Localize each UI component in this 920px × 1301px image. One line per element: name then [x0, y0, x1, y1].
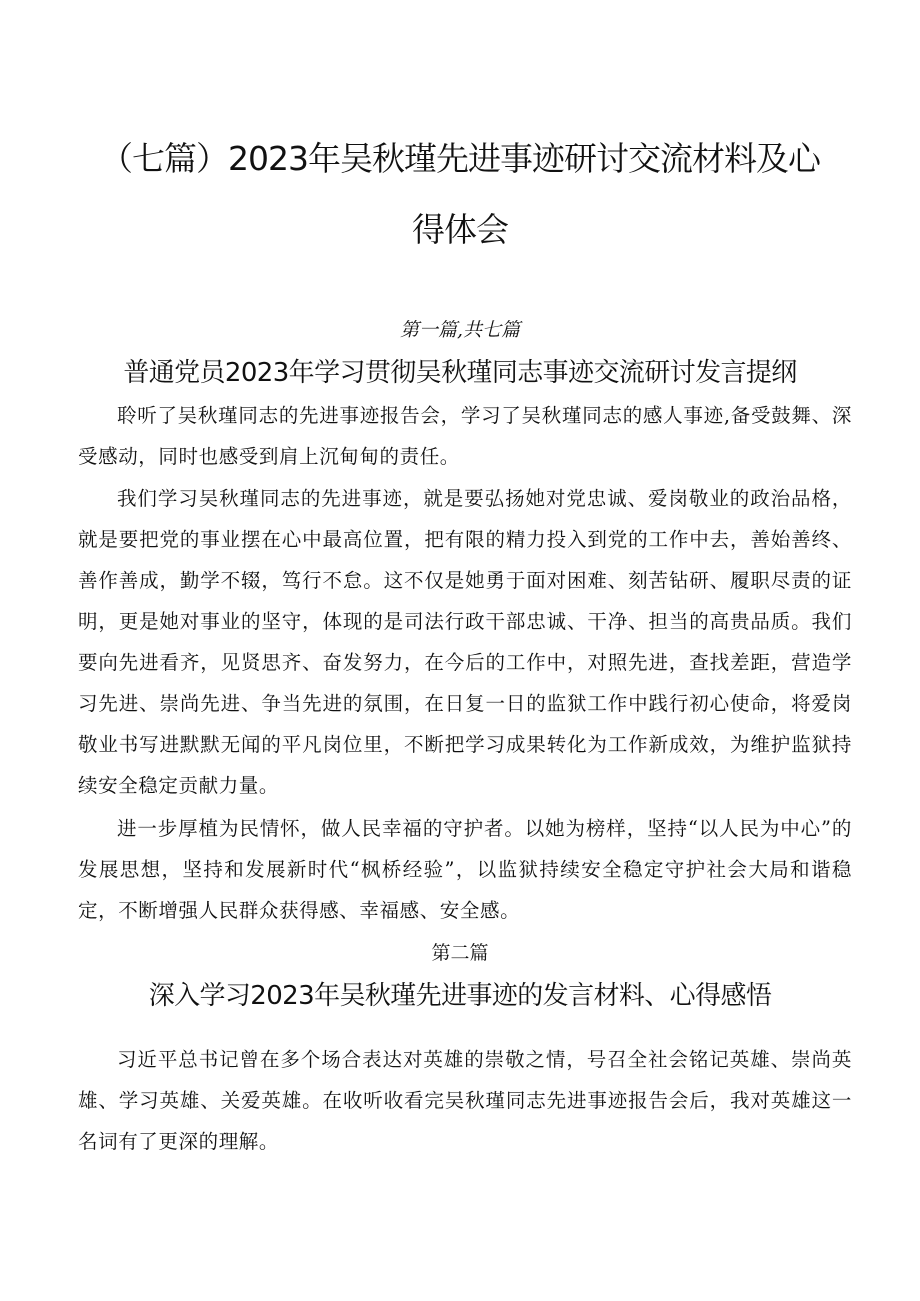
section-1-paragraph-3: 进一步厚植为民情怀，做人民幸福的守护者。以她为榜样，坚持“以人民为中心”的发展思想，坚持和发展新时代“枫桥经验”，以监狱持续安全稳定守护社会大局和谐稳定，不断增强人民群众获得感、幸福感、安全感。: [78, 817, 852, 922]
section-1-paragraph-2: 我们学习吴秋瑾同志的先进事迹，就是要弘扬她对党忠诚、爱岗敬业的政治品格，就是要把党的事业摆在心中最高位置，把有限的精力投入到党的工作中去，善始善终、善作善成，勤学不辍，笃行不怠。这不仅是她勇于面对困难、刻苦钻研、履职尽责的证明，更是她对事业的坚守，体现的是司法行政干部忠诚、干净、担当的高贵品质。我们要向先进看齐，见贤思齐、奋发努力，在今后的工作中，对照先进，查找差距，营造学习先进、崇尚先进、争当先进的氛围，在日复一日的监狱工作中践行初心使命，将爱岗敬业书写进默默无闻的平凡岗位里，不断把学习成果转化为工作新成效，为维护监狱持续安全稳定贡献力量。: [78, 487, 852, 797]
document-title-line-2: 得体会: [412, 210, 508, 249]
section-2-paragraph-1: 习近平总书记曾在多个场合表达对英雄的崇敬之情，号召全社会铭记英雄、崇尚英雄、学习英雄、关爱英雄。在收听收看完吴秋瑾同志先进事迹报告会后，我对英雄这一名词有了更深的理解。: [78, 1048, 852, 1153]
section-1-paragraph-1: 聆听了吴秋瑾同志的先进事迹报告会，学习了吴秋瑾同志的感人事迹,备受鼓舞、深受感动，同时也感受到肩上沉甸甸的责任。: [78, 404, 852, 468]
document-title-line-1: （七篇）2023年吴秋瑾先进事迹研讨交流材料及心: [100, 139, 820, 178]
section-2-label: 第二篇: [431, 942, 489, 964]
section-2-heading: 深入学习2023年吴秋瑾先进事迹的发言材料、心得感悟: [148, 981, 772, 1011]
section-1-heading: 普通党员2023年学习贯彻吴秋瑾同志事迹交流研讨发言提纲: [123, 358, 797, 388]
section-1-label: 第一篇,共七篇: [399, 319, 521, 341]
